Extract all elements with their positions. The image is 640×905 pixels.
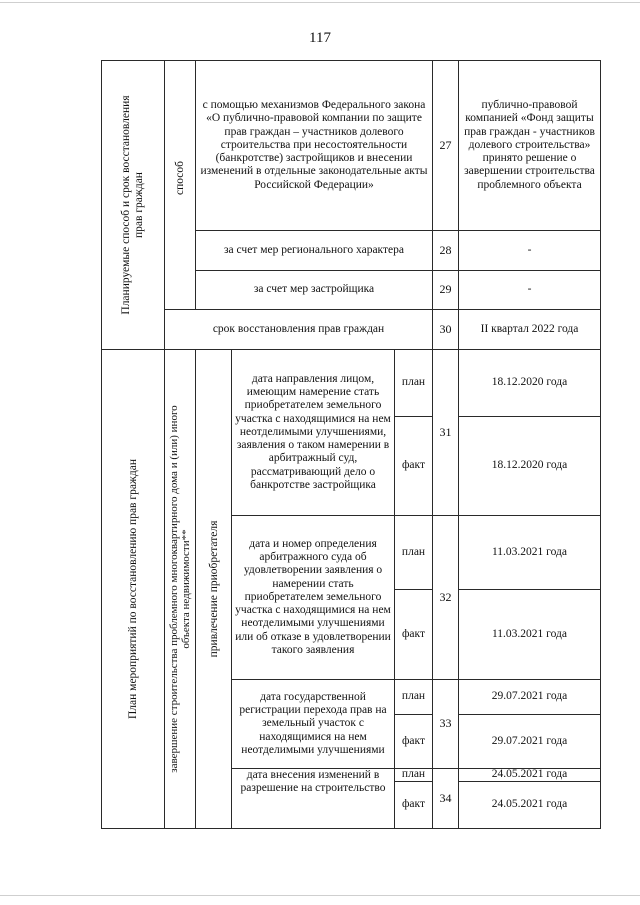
section2-title: План мероприятий по восстановлению прав граждан — [126, 459, 139, 720]
row-28-num: 28 — [439, 242, 452, 257]
scan-edge-line-bottom — [0, 895, 640, 896]
row-27-value: публично-правовой компанией «Фонд защиты прав граждан - участников долевого строительства» принято решение о завершении строительства проблемного объекта — [464, 99, 595, 191]
item-33-plan: 29.07.2021 года — [491, 690, 568, 703]
section2-sub-line2: объекта недвижимости** — [180, 529, 192, 649]
item-34-plan: 24.05.2021 года — [491, 768, 568, 781]
row-29-value: - — [527, 283, 532, 296]
row-29-text: за счет мер застройщика — [253, 283, 375, 296]
item-31-plan: 18.12.2020 года — [491, 376, 568, 389]
section1-title-line1: Планируемые способ и срок восстановления — [120, 95, 132, 315]
section2-sub — [165, 349, 195, 829]
row-29-num: 29 — [439, 282, 452, 297]
item-32-fact-label: факт — [401, 627, 426, 640]
section1-title-line2: прав граждан — [133, 172, 145, 238]
row-30-value: II квартал 2022 года — [480, 322, 579, 335]
item-31-fact-label: факт — [401, 459, 426, 472]
row-30-text: срок восстановления прав граждан — [212, 322, 385, 335]
scan-edge-line-top — [0, 2, 640, 3]
item-31-text: дата направления лицом, имеющим намерение стать приобретателем земельного участка с находящимися на нем неотделимыми улучшениями, заявления о таком намерении в арбитражный суд, рассматривающий дело о банкротстве застройщика — [235, 373, 391, 491]
item-32-num: 32 — [439, 589, 452, 604]
row-30-num: 30 — [439, 321, 452, 336]
item-34-num: 34 — [439, 790, 452, 805]
page-number: 117 — [309, 30, 331, 46]
item-33-fact-label: факт — [401, 734, 426, 747]
item-33-plan-label: план — [401, 690, 426, 703]
item-34-plan-label: план — [401, 768, 426, 781]
method-label: способ — [173, 161, 186, 196]
section2-sub-line1: завершение строительства проблемного многоквартирного дома и (или) иного — [167, 405, 180, 773]
section1-title — [118, 60, 148, 350]
row-27-text: с помощью механизмов Федерального закона «О публично-правовой компании по защите прав граждан – участников долевого строительства при несостоятельности (банкротстве) застройщиков и внесении изменений в отдельные законодательные акты Российской Федерации» — [200, 99, 428, 191]
item-34-fact-label: факт — [401, 798, 426, 811]
item-31-plan-label: план — [401, 376, 426, 389]
item-33-text: дата государственной регистрации перехода прав на земельный участок с находящимися на нем неотделимыми улучшениями — [239, 690, 387, 756]
item-31-fact: 18.12.2020 года — [491, 459, 568, 472]
row-28-value: - — [527, 243, 532, 256]
item-33-num: 33 — [439, 716, 452, 731]
item-34-fact: 24.05.2021 года — [491, 798, 568, 811]
section2-sub2: привлечение приобретателя — [207, 520, 220, 658]
row-27-num: 27 — [439, 137, 452, 152]
item-31-num: 31 — [439, 424, 452, 439]
item-33-fact: 29.07.2021 года — [491, 734, 568, 747]
item-32-plan: 11.03.2021 года — [491, 545, 567, 558]
item-32-plan-label: план — [401, 545, 426, 558]
row-28-text: за счет мер регионального характера — [224, 243, 404, 256]
item-32-fact: 11.03.2021 года — [491, 627, 567, 640]
item-34-text: дата внесения изменений в разрешение на строительство — [240, 769, 386, 795]
item-32-text: дата и номер определения арбитражного суда об удовлетворении заявления о намерении стать приобретателем земельного участка с находящимися на нем неотделимыми улучшениями или об отказе в удовлетворении такого заявления — [235, 538, 391, 656]
